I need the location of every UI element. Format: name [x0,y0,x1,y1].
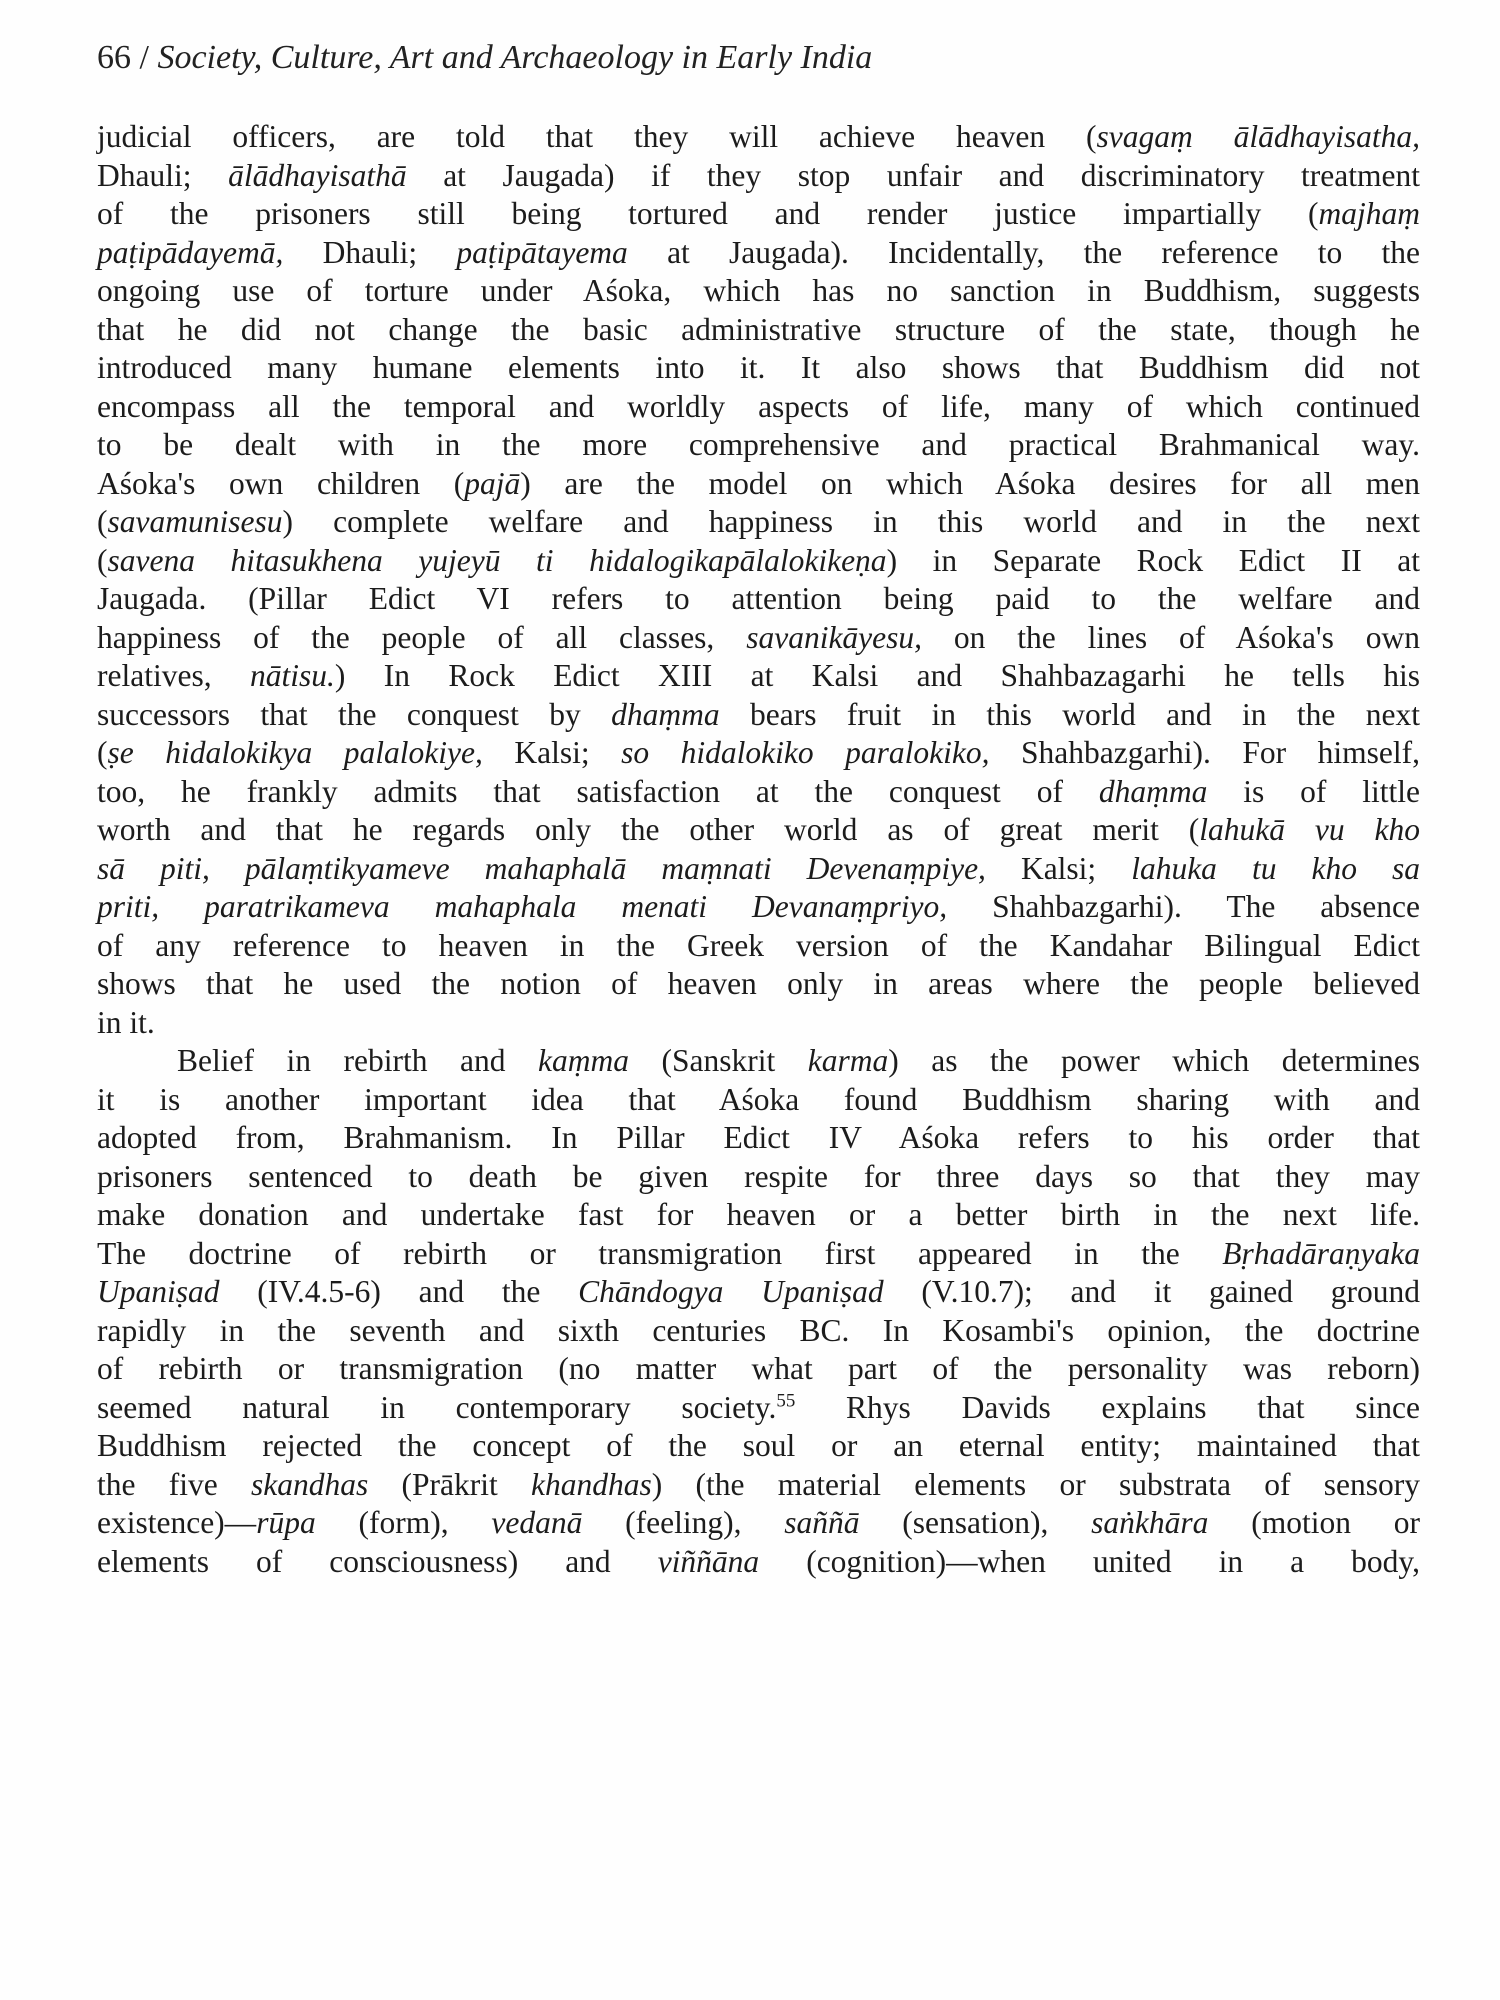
text-line [97,234,1420,273]
text-run: Dhauli; [97,157,229,193]
text-line [97,195,1420,234]
text-run: rapidly in the seventh and sixth centuries BC. In Kosambi's opinion, the doctrine [97,1312,1420,1348]
text-line [97,965,1420,1004]
text-run: (Prākrit [368,1466,532,1502]
text-line [97,1350,1420,1389]
italic-term: skandhas [251,1466,369,1502]
text-run: Aśoka's own children ( [97,465,465,501]
text-run: prisoners sentenced to death be given respite for three days so that they may [97,1158,1420,1194]
text-run: happiness of the people of all classes, [97,619,747,655]
text-run: Jaugada. (Pillar Edict VI refers to attention being paid to the welfare and [97,581,1420,616]
text-run: at Jaugada). Incidentally, the reference to the [627,234,1420,270]
text-line [97,1081,1420,1120]
italic-term: ālādhayisathā [228,157,407,193]
text-line [97,1235,1420,1274]
italic-term: nātisu. [249,658,335,693]
italic-term: vedanā [491,1505,583,1540]
text-run: ( [97,504,108,539]
text-run: (sensation), [859,1505,1092,1540]
text-run: The doctrine of rebirth or transmigration first appeared in the [97,1235,1223,1271]
body-text [97,118,1420,1581]
italic-term: viññāna [657,1543,760,1579]
text-line [97,388,1420,427]
text-line [97,927,1420,966]
text-run: make donation and undertake fast for heaven or a better birth in the next life. [97,1197,1420,1232]
text-line [97,888,1420,927]
text-run: to be dealt with in the more comprehensive and practical Brahmanical way. [97,427,1420,462]
italic-term: paṭipātayema [456,234,628,270]
text-run: successors that the conquest by [97,696,612,732]
italic-term: rūpa [256,1505,316,1540]
text-line [97,619,1420,658]
text-run: ) In Rock Edict XIII at Kalsi and Shahbazagarhi he tells his [334,658,1420,693]
italic-term: savena hitasukhena yujeyū ti hidalogikapālalokikeṇa [107,542,887,578]
text-run: of rebirth or transmigration (no matter what part of the personality was reborn) [97,1351,1420,1386]
text-run: judicial officers, are told that they will achieve heaven ( [97,119,1097,154]
text-run: ( [97,542,108,578]
italic-term: lahukā vu kho [1199,812,1421,847]
text-run: relatives, [97,658,250,693]
text-line [97,1312,1420,1351]
text-run: at Jaugada) if they stop unfair and discriminatory treatment [406,157,1420,193]
text-run: in it. [97,1004,155,1040]
text-line [97,272,1420,311]
text-run: (IV.4.5-6) and the [219,1274,579,1309]
text-run: Shahbazgarhi). For himself, [989,735,1421,770]
italic-term: lahuka tu kho sa [1131,850,1420,886]
text-line [97,1466,1420,1505]
text-line [97,1389,1420,1428]
text-run: ) complete welfare and happiness in this world and in the next [282,504,1420,539]
italic-term: savanikāyesu, [746,619,923,655]
text-line [97,696,1420,735]
text-run: (V.10.7); and it gained ground [883,1274,1420,1309]
text-line [97,580,1420,619]
text-line [97,426,1420,465]
italic-term: dhaṃma [1098,773,1208,809]
italic-term: Upaniṣad [97,1274,220,1309]
text-run: Shahbazgarhi). The absence [947,889,1420,924]
text-run: shows that he used the notion of heaven only in areas where the people believed [97,966,1420,1001]
text-line [97,850,1420,889]
text-run: of the prisoners still being tortured and render justice impartially ( [97,196,1319,231]
text-line [97,1119,1420,1158]
page-number: 66 [97,39,131,76]
text-run: (cognition)—when united in a body, [759,1543,1420,1579]
text-run: ) (the material elements or substrata of sensory [651,1466,1420,1502]
text-run: Buddhism rejected the concept of the soul or an eternal entity; maintained that [97,1428,1420,1463]
text-run: introduced many humane elements into it. It also shows that Buddhism did not [97,350,1420,385]
italic-term: sā piti, pālaṃtikyameve mahaphalā maṃnati Devenaṃpiye, [97,850,986,886]
italic-term: savamunisesu [107,504,283,539]
text-run: ) as the power which determines [888,1043,1420,1078]
italic-term: paṭipādayemā, [97,234,284,270]
text-run: (form), [315,1505,492,1540]
text-run: too, he frankly admits that satisfaction at the conquest of [97,773,1099,809]
text-run: worth and that he regards only the other world as of great merit ( [97,812,1200,847]
text-run: seemed natural in contemporary society. [97,1389,777,1425]
italic-term: Chāndogya Upaniṣad [578,1274,884,1309]
text-line [97,311,1420,350]
text-line [97,465,1420,504]
text-run: ) are the model on which Aśoka desires for all men [520,465,1420,501]
text-run: Dhauli; [283,234,457,270]
text-run: it is another important idea that Aśoka found Buddhism sharing with and [97,1081,1420,1117]
text-line [97,1504,1420,1543]
text-run: on the lines of Aśoka's own [922,619,1420,655]
text-run: encompass all the temporal and worldly aspects of life, many of which continued [97,388,1420,424]
text-run: elements of consciousness) and [97,1543,658,1579]
italic-term: ṣe hidalokikya palalokiye, [107,735,483,770]
text-run: adopted from, Brahmanism. In Pillar Edict IV Aśoka refers to his order that [97,1120,1420,1155]
text-run: Rhys Davids explains that since [795,1389,1420,1425]
text-line [97,1196,1420,1235]
text-line [97,1158,1420,1197]
text-run: (feeling), [582,1505,785,1540]
text-line [97,734,1420,773]
text-run: ( [97,735,108,770]
text-run: ongoing use of torture under Aśoka, which has no sanction in Buddhism, suggests [97,273,1420,308]
text-line [97,1273,1420,1312]
italic-term: dhaṃma [611,696,720,732]
text-run: that he did not change the basic administrative structure of the state, though he [97,311,1420,347]
text-line [97,1427,1420,1466]
text-run: the five [97,1466,251,1502]
footnote-ref: 55 [776,1390,796,1411]
text-run: Kalsi; [482,735,622,770]
text-line [97,118,1420,157]
text-line [97,349,1420,388]
text-line [97,503,1420,542]
book-title: Society, Culture, Art and Archaeology in Early India [157,39,873,76]
text-run: of any reference to heaven in the Greek version of the Kandahar Bilingual Edict [97,927,1420,963]
text-line [97,811,1420,850]
italic-term: Bṛhadāraṇyaka [1222,1235,1420,1271]
italic-term: khandhas [531,1466,652,1502]
italic-term: saṅkhāra [1091,1505,1209,1540]
text-run: is of little [1207,773,1421,809]
text-line [97,1042,1420,1081]
text-line [97,1543,1420,1582]
text-line [97,1004,1420,1043]
text-run: bears fruit in this world and in the next [719,696,1420,732]
text-line [97,157,1420,196]
text-run: (Sanskrit [628,1043,808,1078]
text-line [97,542,1420,581]
text-run: Kalsi; [985,850,1132,886]
text-run: existence)— [97,1505,257,1540]
italic-term: svagaṃ ālādhayisatha, [1096,119,1421,154]
running-header [97,36,1427,80]
italic-term: priti, paratrikameva mahaphala menati Devanaṃpriyo, [97,889,948,924]
italic-term: majhaṃ [1318,196,1420,231]
text-line [97,657,1420,696]
italic-term: saññā [784,1505,860,1540]
text-line [97,773,1420,812]
italic-term: so hidalokiko paralokiko, [621,735,990,770]
italic-term: pajā [464,465,521,501]
italic-term: kaṃma [538,1043,629,1078]
italic-term: karma [807,1043,889,1078]
header-separator: / [131,39,158,76]
text-run: ) in Separate Rock Edict II at [886,542,1420,578]
text-run: (motion or [1208,1505,1420,1540]
text-run: Belief in rebirth and [177,1043,538,1078]
